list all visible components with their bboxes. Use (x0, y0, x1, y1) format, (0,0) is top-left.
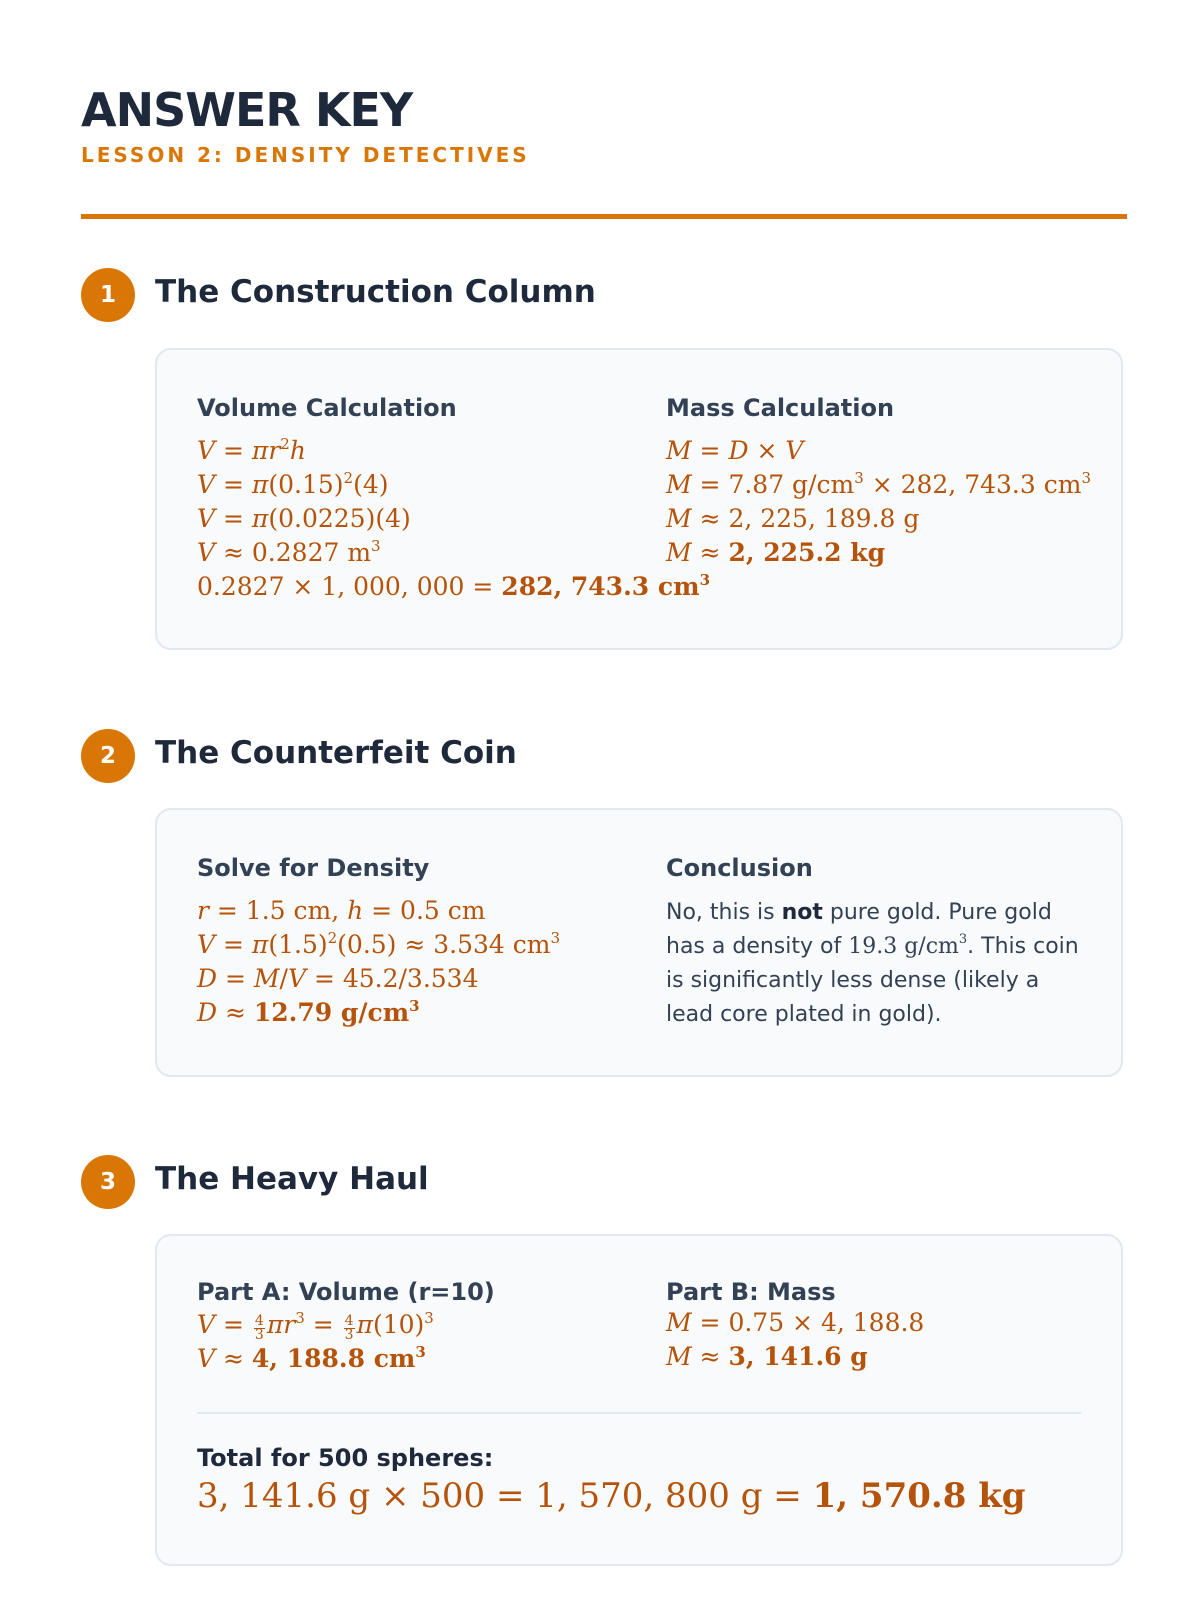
total-label: Total for 500 spheres: (197, 1444, 494, 1472)
math-line: M = D × V (666, 436, 804, 465)
conclusion-column (666, 854, 1086, 1032)
section-number-badge: 1 (81, 268, 135, 322)
math-line: $V = \pi(0.15)^2(4)$ (197, 469, 389, 499)
math-line: V ≈ 0.2827 $m^3$ (197, 537, 381, 567)
section-title: The Construction Column (155, 274, 596, 310)
math-line: $V = \pi(1.5)^2(0.5) \approx 3.534$ $cm^3$ (197, 929, 561, 959)
column-heading: Mass Calculation (666, 394, 895, 422)
math-line: M = 7.87 $g/cm^3 \times 282$, 743.3 $cm^3$ (666, 469, 1091, 499)
column-heading: Conclusion (666, 854, 813, 882)
card-divider (197, 1412, 1081, 1414)
section-2-card (155, 808, 1123, 1077)
page-title: ANSWER KEY (81, 83, 413, 137)
section-title: The Heavy Haul (155, 1161, 429, 1197)
math-line: M ≈ 2, 225.2 kg (666, 538, 886, 567)
math-line: M = 0.75 × 4, 188.8 (666, 1308, 925, 1337)
math-line: V ≈ 4, 188.8 $cm^3$ (197, 1343, 426, 1373)
math-line: D = M/V = 45.2/3.534 (197, 964, 479, 993)
math-steps (197, 1308, 495, 1376)
part-b-column (666, 1278, 924, 1374)
conclusion-text: No, this is not pure gold. Pure gold has a density of 19.3 $g/cm^3$. This coin is significantly less dense (likely a lead core plated in gold). (666, 900, 1079, 1027)
part-a-column (197, 1278, 495, 1376)
math-steps (666, 434, 1091, 570)
column-heading: Part B: Mass (666, 1278, 836, 1306)
math-line: V = $\frac{4}{3}$ $\pi r^3$ = $\frac{4}{3}$ $\pi(10)^3$ (197, 1309, 434, 1343)
page-subtitle: LESSON 2: DENSITY DETECTIVES (81, 143, 530, 167)
math-line: $V = \pi r^2h$ (197, 435, 306, 465)
math-line: V = π(0.0225)(4) (197, 504, 411, 533)
math-steps (666, 1306, 924, 1374)
mass-calculation-column (666, 394, 1091, 570)
column-heading: Part A: Volume (r=10) (197, 1278, 495, 1306)
section-title: The Counterfeit Coin (155, 735, 517, 771)
column-heading: Solve for Density (197, 854, 430, 882)
math-steps (197, 894, 560, 1030)
math-steps (197, 434, 710, 604)
math-line: M ≈ 3, 141.6 g (666, 1342, 868, 1371)
math-line: M ≈ 2, 225, 189.8 g (666, 504, 920, 533)
math-line: D ≈ 12.79 $g/cm^3$ (197, 997, 420, 1027)
section-number-badge: 3 (81, 1155, 135, 1209)
total-block (197, 1444, 1026, 1516)
total-equation: 3, 141.6 g × 500 = 1, 570, 800 g = 1, 570.8 kg (197, 1476, 1026, 1516)
section-3-card (155, 1234, 1123, 1566)
solve-density-column (197, 854, 560, 1030)
header-rule (81, 214, 1127, 219)
section-number-badge: 2 (81, 729, 135, 783)
math-line: r = 1.5 cm, h = 0.5 cm (197, 896, 486, 925)
volume-calculation-column (197, 394, 710, 604)
column-heading: Volume Calculation (197, 394, 457, 422)
section-1-card (155, 348, 1123, 650)
math-line: 0.2827 × 1, 000, 000 = 282, 743.3 $cm^3$ (197, 571, 710, 601)
